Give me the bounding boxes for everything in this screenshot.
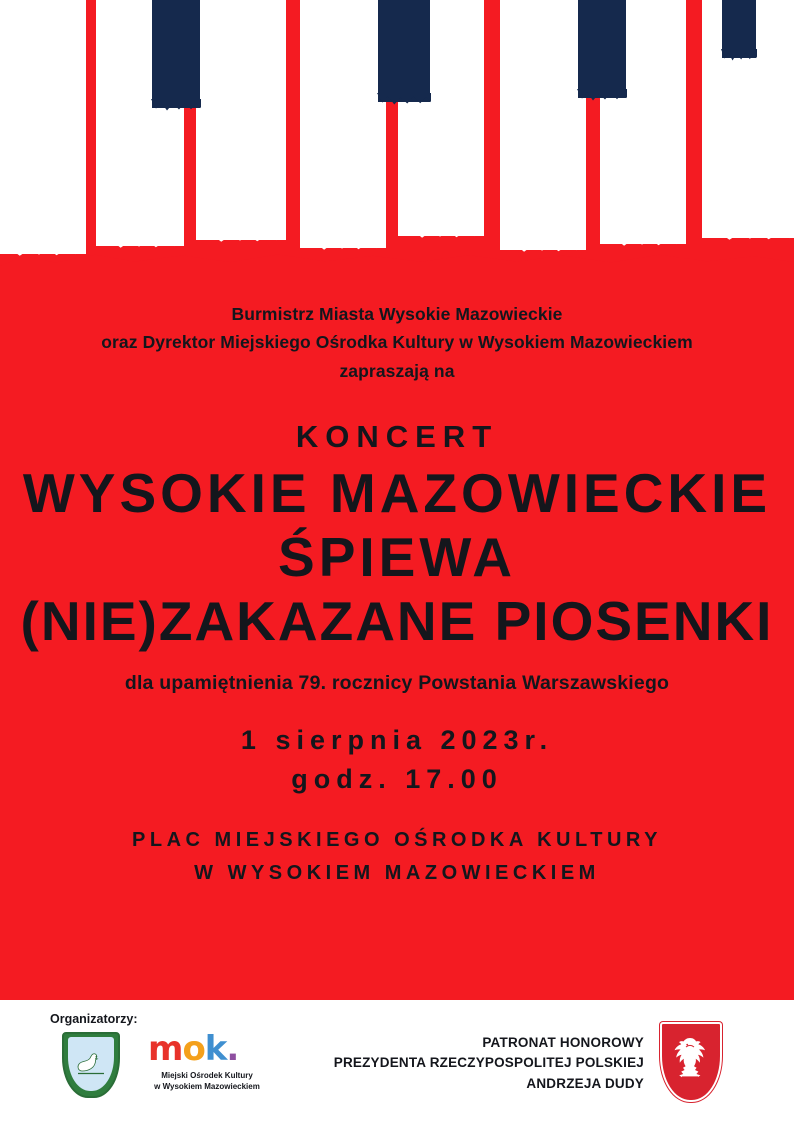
mok-subtitle-line-1: Miejski Ośrodek Kultury bbox=[161, 1071, 253, 1080]
mok-logo bbox=[148, 1029, 266, 1093]
town-crest-logo bbox=[62, 1032, 120, 1098]
mok-wordmark bbox=[148, 1029, 266, 1069]
mok-subtitle-line-2: w Wysokiem Mazowieckiem bbox=[154, 1081, 260, 1091]
eagle-icon bbox=[667, 1033, 713, 1085]
white-key bbox=[300, 0, 386, 248]
patronage-line-3: ANDRZEJA DUDY bbox=[526, 1075, 644, 1091]
mok-letter-k: k bbox=[204, 1029, 227, 1069]
patronage-text bbox=[334, 1033, 644, 1094]
event-title-line-1: WYSOKIE MAZOWIECKIE bbox=[22, 462, 772, 525]
event-venue-line-1: PLAC MIEJSKIEGO OŚRODKA KULTURY bbox=[132, 829, 662, 852]
invitation-line-3: zapraszają na bbox=[339, 360, 455, 381]
piano-keys-artwork bbox=[0, 0, 794, 275]
swan-icon bbox=[75, 1048, 107, 1076]
event-date: 1 sierpnia 2023r. bbox=[240, 725, 554, 756]
event-title-line-2: ŚPIEWA bbox=[278, 525, 516, 588]
mok-subtitle bbox=[148, 1071, 266, 1093]
white-key bbox=[196, 0, 286, 240]
black-key bbox=[378, 0, 430, 102]
event-venue-line-2: W WYSOKIEM MAZOWIECKIEM bbox=[194, 862, 600, 885]
mok-letter-dot: . bbox=[226, 1029, 239, 1069]
mok-letter-o: o bbox=[182, 1029, 205, 1069]
event-subtitle: dla upamiętnienia 79. rocznicy Powstania Warszawskiego bbox=[124, 672, 670, 695]
black-key bbox=[578, 0, 626, 98]
black-key bbox=[722, 0, 756, 58]
patronage-line-2: PREZYDENTA RZECZYPOSPOLITEJ POLSKIEJ bbox=[333, 1055, 644, 1071]
poster-content bbox=[0, 300, 794, 885]
white-key bbox=[500, 0, 586, 250]
organizers-label: Organizatorzy: bbox=[50, 1012, 138, 1026]
event-title-line-3: (NIE)ZAKAZANE PIOSENKI bbox=[20, 589, 774, 652]
organizer-logos bbox=[62, 1029, 266, 1098]
invitation-block bbox=[0, 300, 794, 385]
black-key bbox=[152, 0, 200, 108]
poster-footer bbox=[0, 1000, 794, 1123]
invitation-line-1: Burmistrz Miasta Wysokie Mazowieckie bbox=[231, 304, 563, 324]
event-type-label: KONCERT bbox=[295, 419, 499, 455]
white-key bbox=[0, 0, 86, 254]
patronage-line-1: PATRONAT HONOROWY bbox=[482, 1035, 644, 1050]
event-time: godz. 17.00 bbox=[291, 764, 503, 795]
polish-coat-of-arms bbox=[660, 1022, 722, 1102]
invitation-line-2: oraz Dyrektor Miejskiego Ośrodka Kultury w Wysokiem Mazowieckiem bbox=[101, 332, 693, 353]
mok-letter-m: m bbox=[148, 1029, 183, 1069]
